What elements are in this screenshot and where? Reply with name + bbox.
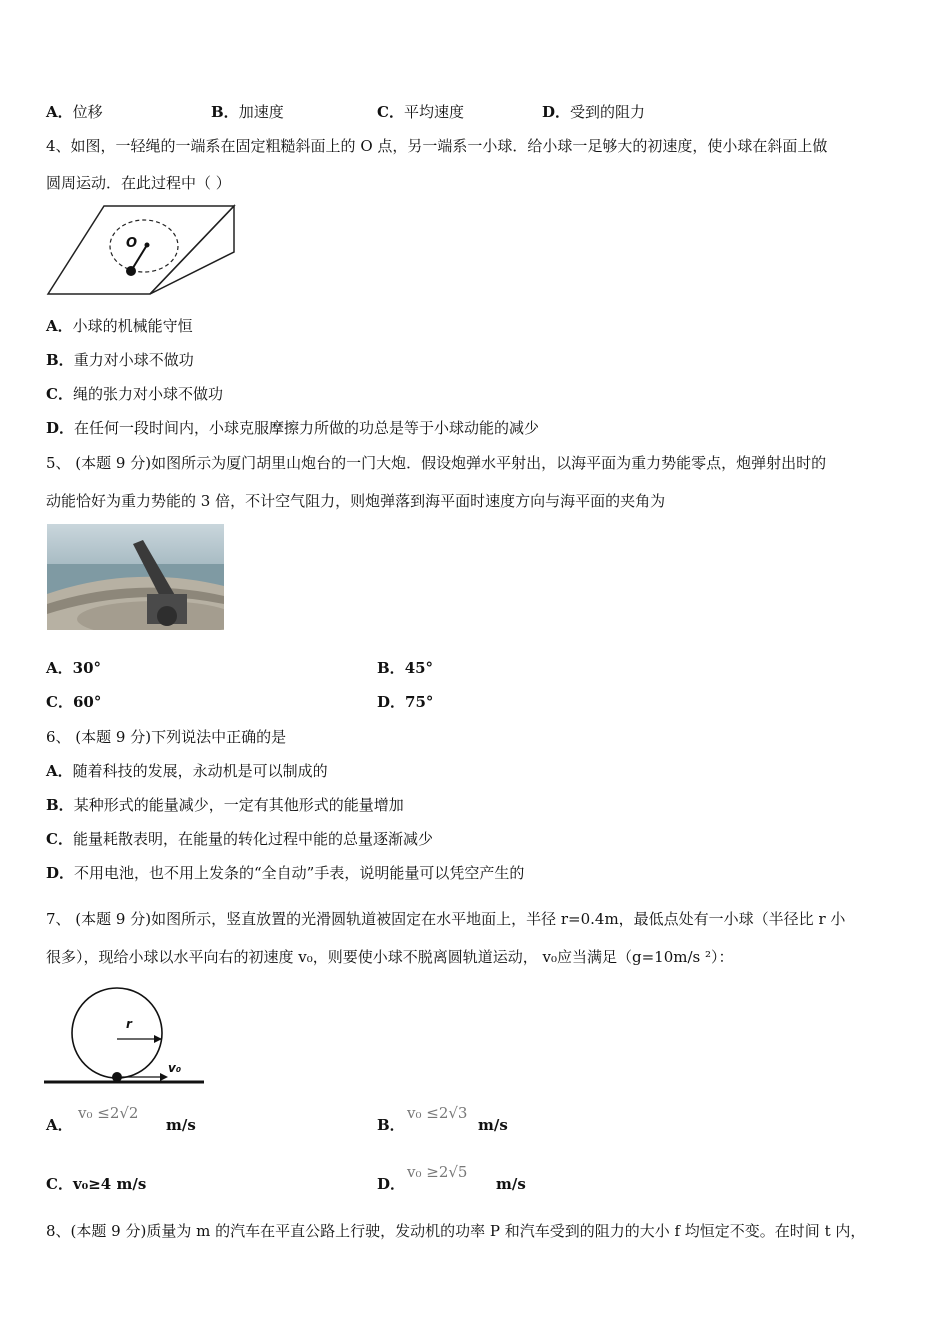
q7-option-a-letter: A． [46, 1116, 73, 1134]
q7-option-d-letter: D． [377, 1175, 406, 1193]
q7-option-a-math: v₀ ≤2√2 [78, 1104, 139, 1122]
q5-option-b: B．45° [377, 659, 434, 677]
q5-stem-line1: 5、 (本题 9 分)如图所示为厦门胡里山炮台的一门大炮．假设炮弹水平射出，以海平面为重力势能零点，炮弹射出时的 [46, 454, 827, 472]
q7-option-d-math: v₀ ≥2√5 [407, 1163, 468, 1181]
q4-option-d: D．在任何一段时间内，小球克服摩擦力所做的功总是等于小球动能的减少 [46, 419, 540, 437]
q7-option-b-unit: m/s [478, 1116, 508, 1134]
q6-option-c: C．能量耗散表明，在能量的转化过程中能的总量逐渐减少 [46, 830, 433, 848]
figure-r-label: r [126, 1017, 132, 1031]
figure-v0-label: v₀ [168, 1061, 182, 1075]
q7-stem-line2: 很多），现给小球以水平向右的初速度 v₀，则要使小球不脱离圆轨道运动， v₀应当满足（g=10m/s ²）： [46, 948, 734, 966]
q4-option-a: A．小球的机械能守恒 [46, 317, 193, 335]
q5-option-d: D．75° [377, 693, 434, 711]
q7-option-b-math: v₀ ≤2√3 [407, 1104, 468, 1122]
q6-option-b: B．某种形式的能量减少，一定有其他形式的能量增加 [46, 796, 404, 814]
q3-option-b: B．加速度 [211, 103, 284, 121]
q3-option-d: D．受到的阻力 [542, 103, 646, 121]
figure-o-label: O [126, 236, 138, 251]
incline-figure [46, 202, 238, 298]
q6-stem: 6、 (本题 9 分)下列说法中正确的是 [46, 728, 287, 746]
q7-stem-line1: 7、 (本题 9 分)如图所示，竖直放置的光滑圆轨道被固定在水平地面上，半径 r=0.4m，最低点处有一小球（半径比 r 小 [46, 910, 846, 928]
q6-option-d: D．不用电池，也不用上发条的“全自动”手表，说明能量可以凭空产生的 [46, 864, 525, 882]
q8-stem-line1: 8、(本题 9 分)质量为 m 的汽车在平直公路上行驶，发动机的功率 P 和汽车受到的阻力的大小 f 均恒定不变。在时间 t 内， [46, 1222, 866, 1240]
q4-stem-line1: 4、如图，一轻绳的一端系在固定粗糙斜面上的 O 点，另一端系一小球．给小球一足够大的初速度，使小球在斜面上做 [46, 137, 828, 155]
circle-track-figure [44, 986, 208, 1086]
q6-option-a: A．随着科技的发展，永动机是可以制成的 [46, 762, 328, 780]
q4-option-c: C．绳的张力对小球不做功 [46, 385, 223, 403]
q4-stem-line2: 圆周运动．在此过程中（ ） [46, 174, 231, 192]
q4-option-b: B．重力对小球不做功 [46, 351, 194, 369]
q7-option-b-letter: B． [377, 1116, 405, 1134]
q7-option-d-unit: m/s [496, 1175, 526, 1193]
cannon-photo [47, 524, 224, 630]
q5-option-c: C．60° [46, 693, 102, 711]
q7-option-c: C．v₀≥4 m/s [46, 1175, 147, 1193]
q3-option-a: A．位移 [46, 103, 103, 121]
q5-stem-line2: 动能恰好为重力势能的 3 倍，不计空气阻力，则炮弹落到海平面时速度方向与海平面的夹角为 [46, 492, 666, 510]
q7-option-a-unit: m/s [166, 1116, 196, 1134]
q5-option-a: A．30° [46, 659, 102, 677]
q3-option-c: C．平均速度 [377, 103, 464, 121]
